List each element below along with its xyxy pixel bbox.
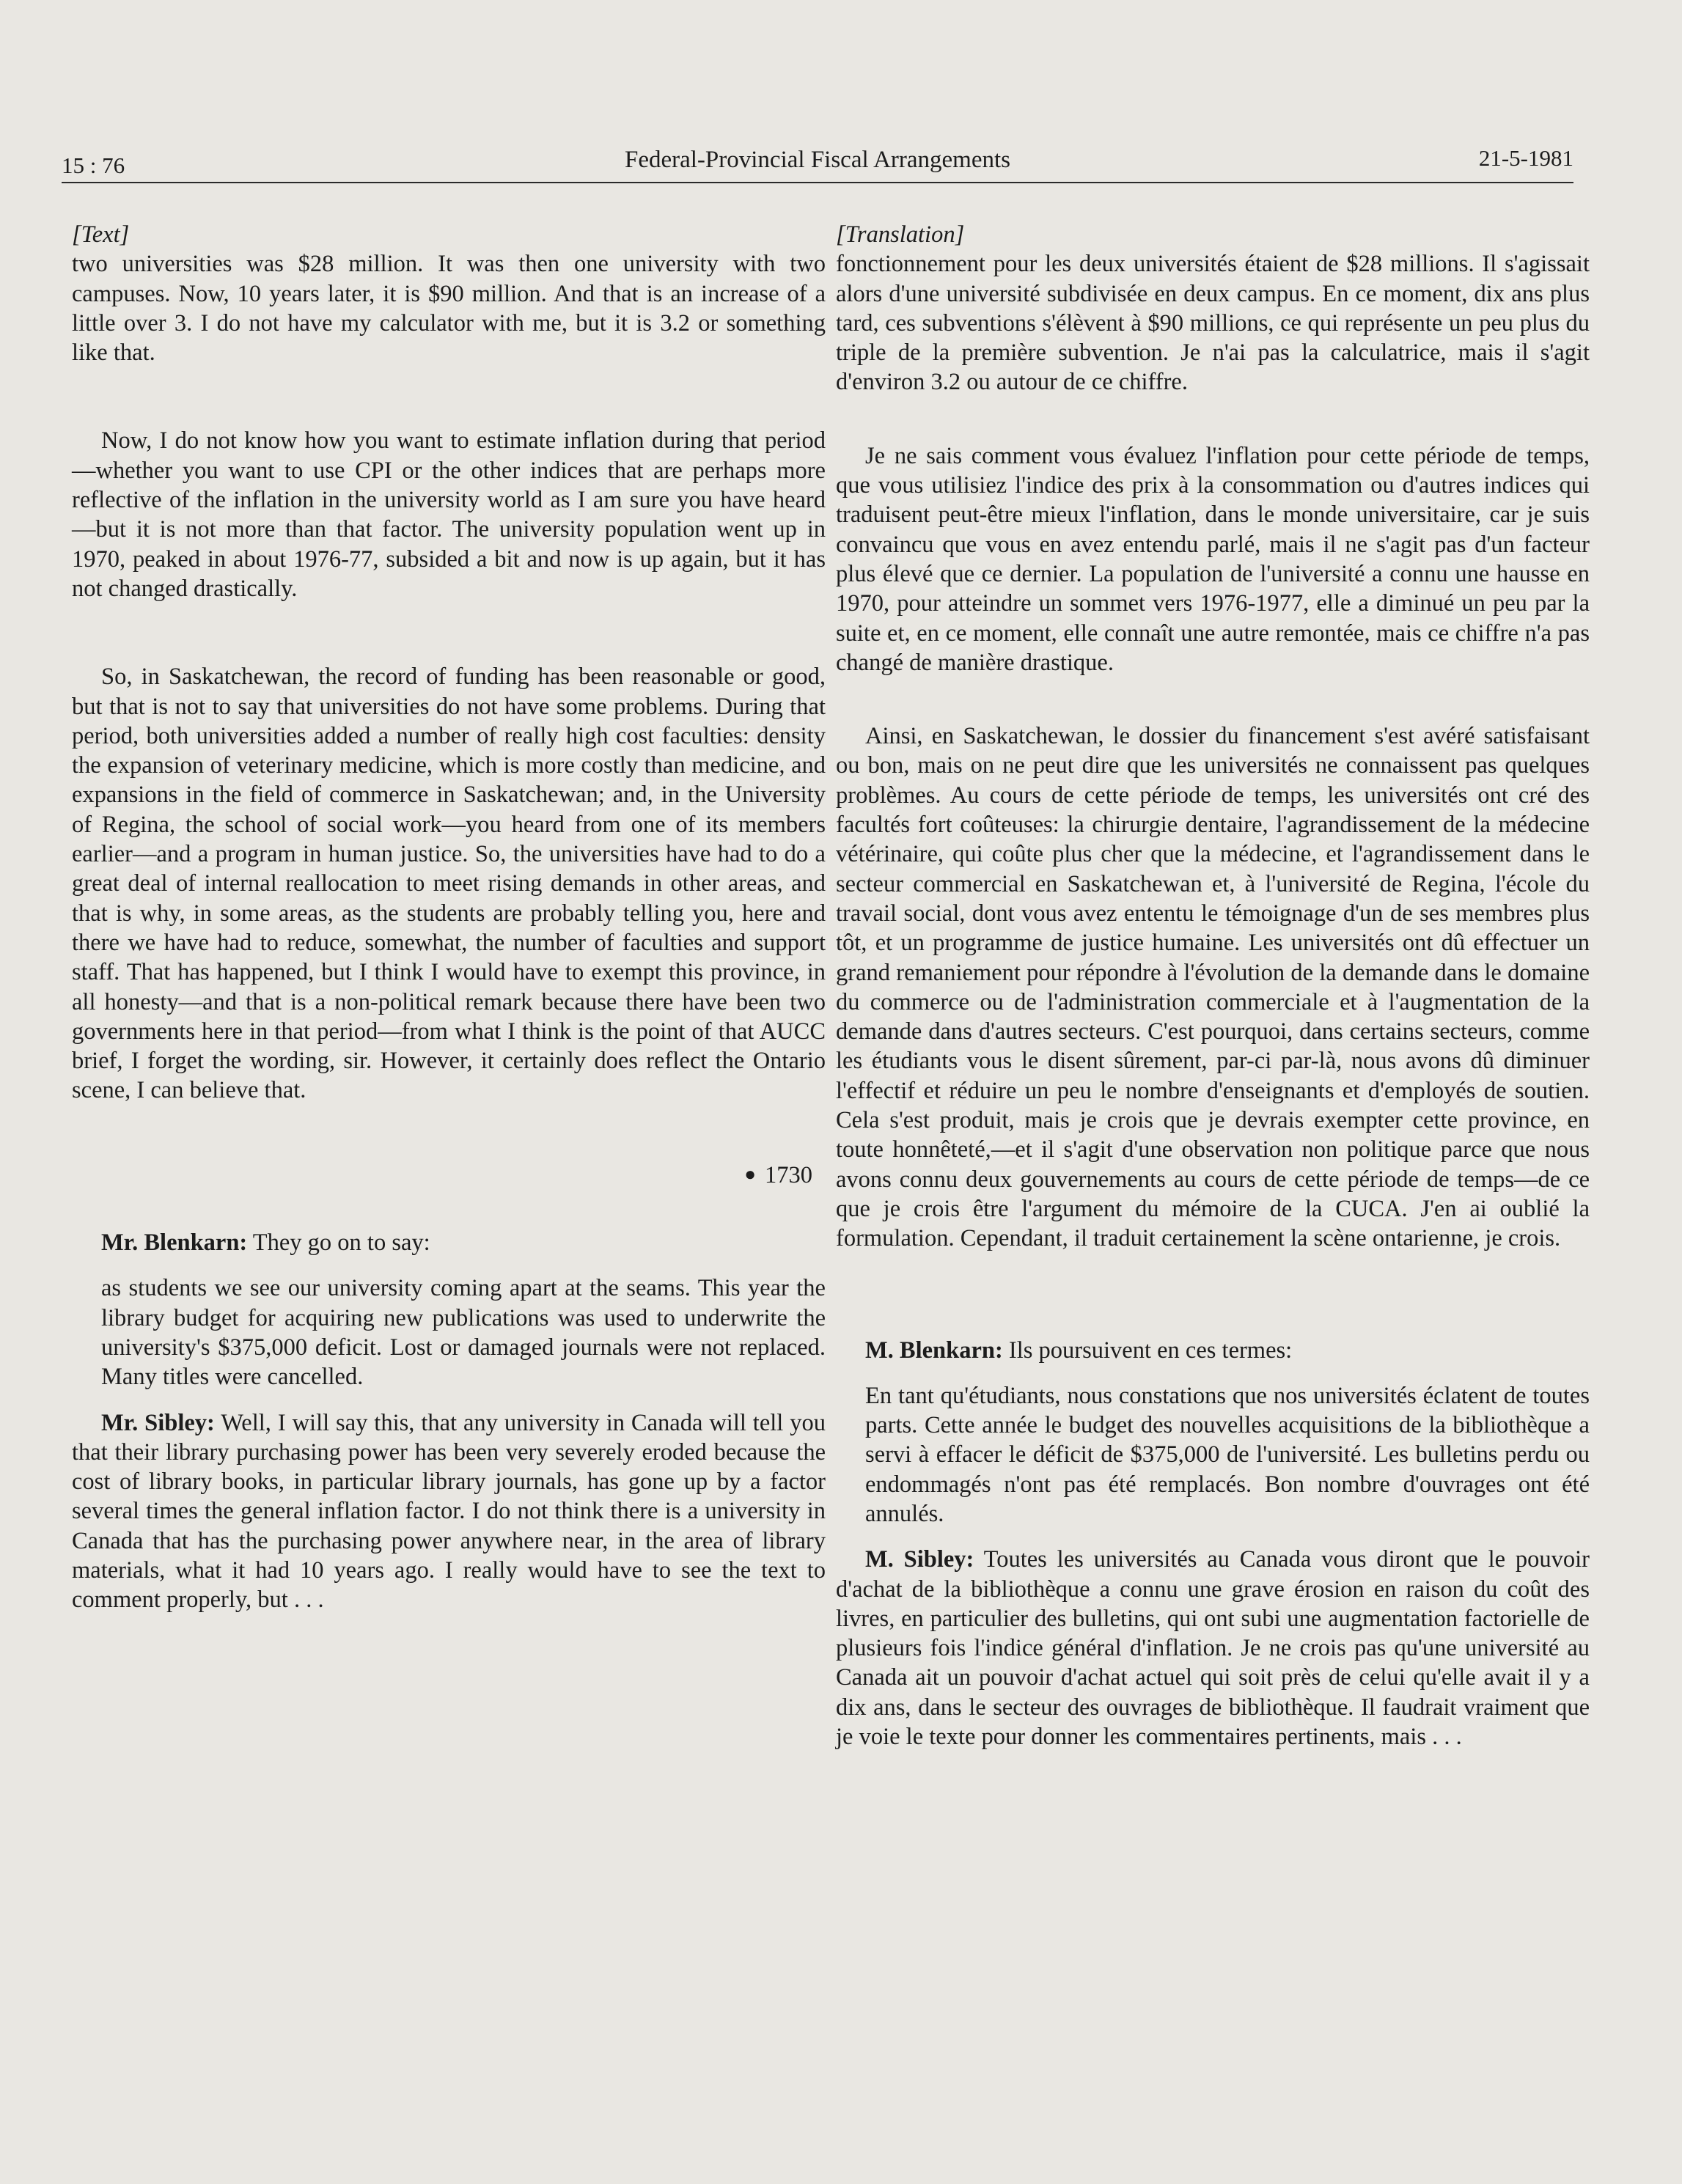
running-title: Federal-Provincial Fiscal Arrangements [624,147,1011,173]
speaker-text: Well, I will say this, that any university in Canada will tell you that their library purchasing power has been very severely eroded because the cost of library books, in particular library journals, has gone up by a factor several times the general inflation factor. I do not think there is a university in Canada that has the purchasing power anywhere near, in the area of library materials, what it had 10 years ago. I really would have to see the text to comment properly, but . . . [72,1409,826,1614]
english-column [72,220,826,1615]
french-quote: En tant qu'étudiants, nous constations que nos universités éclatent de toutes parts. Cette année le budget des nouvelles acquisitions de la bibliothèque a servi à effacer le déficit de $375,000 de l'université. Les bulletins perdu ou endommagés n'ont pas été remplacés. Bon nombre d'ouvrages ont été annulés. [865,1382,1590,1527]
speaker-name: M. Sibley: [865,1546,974,1573]
english-paragraph-1: two universities was $28 million. It was then one university with two campuses. Now, 10 years later, it is $90 million. And that is an increase of a little over 3. I do not have my calculator with me, but it is 3.2 or something like that. [72,251,826,367]
english-quote: as students we see our university coming apart at the seams. This year the library budget for acquiring new publications was used to underwrite the university's $375,000 deficit. Lost or damaged journals were not replaced. Many titles were cancelled. [101,1275,826,1391]
speaker-text: They go on to say: [252,1229,430,1257]
french-paragraph-3: Ainsi, en Saskatchewan, le dossier du financement s'est avéré satisfaisant ou bon, mais on ne peut dire que les universités ne connaissent pas quelques problèmes. Au cours de cette période de temps, les universités ont cré des facultés fort coûteuses: la chirurgie dentaire, l'agrandissement de la médecine vétérinaire, qui coûte plus cher que la médecine, et l'agrandissement dans le secteur commercial en Saskatchewan et, à l'université de Regina, l'école du travail social, dont vous avez ententu le témoignage d'un de ses membres plus tôt, et un programme de justice humaine. Les universités ont dû effectuer un grand remaniement pour répondre à l'évolution de la demande dans le domaine du commerce ou de l'administration commerciale et à l'augmentation de la demande dans d'autres secteurs. C'est pourquoi, dans certains secteurs, comme les étudiants vous le disent sûrement, par-ci par-là, nous avons dû diminuer l'effectif et réduire un peu le nombre d'enseignants et d'employés de soutien. Cela s'est produit, mais je crois que je devrais exempter cette province, en toute honnêteté,—et il s'agit d'une observation non politique parce que nous avons connu deux gouvernements au cours de cette période de temps—de ce que je crois être l'argument du mémoire de la CUCA. J'en ai oublié la formulation. Cependant, il traduit certainement la scène ontarienne, je crois. [836,723,1590,1252]
time-marker-value: 1730 [765,1161,812,1188]
speaker-text: Ils poursuivent en ces termes: [1008,1336,1293,1364]
french-blenkarn-statement [836,1336,1590,1365]
bullet-icon: ● [744,1163,756,1185]
speaker-name: Mr. Blenkarn: [101,1229,248,1257]
text-tag: [Text] [72,221,130,248]
english-sibley-statement [72,1408,826,1615]
time-marker [72,1160,826,1190]
french-sibley-statement [836,1545,1590,1751]
english-paragraph-3: So, in Saskatchewan, the record of funding has been reasonable or good, but that is not to say that universities do not have some problems. During that period, both universities added a number of really high cost faculties: density the expansion of veterinary medicine, which is more costly than medicine, and expansions in the field of commerce in Saskatchewan; and, in the University of Regina, the school of social work—you heard from one of its members earlier—and a program in human justice. So, the universities have had to do a great deal of internal reallocation to meet rising demands in other areas, and that is why, in some areas, as the students are probably telling you, here and there we have had to reduce, somewhat, the number of faculties and support staff. That has happened, but I think I would have to exempt this province, in all honesty—and that is a non-political remark because there have been two governments here in that period—from what I think is the point of that AUCC brief, I forget the wording, sir. However, it certainly does reflect the Ontario scene, I can believe that. [72,663,826,1104]
english-paragraph-2: Now, I do not know how you want to estimate inflation during that period—whether you want to use CPI or the other indices that are perhaps more reflective of the inflation in the university world as I am sure you have heard—but it is not more than that factor. The university population went up in 1970, peaked in about 1976-77, subsided a bit and now is up again, but it has not changed drastically. [72,427,826,602]
translation-tag: [Translation] [836,221,965,248]
page-header [62,144,1573,180]
french-paragraph-2: Je ne sais comment vous évaluez l'inflation pour cette période de temps, que vous utilisiez l'indice des prix à la consommation ou d'autres indices qui traduisent peut-être mieux l'inflation, dans le monde universitaire, car je suis convaincu que vous en avez entendu parlé, mais il ne s'agit pas d'un facteur plus élevé que ce dernier. La population de l'université a connu une hausse en 1970, pour atteindre un sommet vers 1976-1977, elle a diminué un peu par la suite et, en ce moment, elle connaît une autre remontée, mais ce chiffre n'a pas changé de manière drastique. [836,442,1590,676]
speaker-text: Toutes les universités au Canada vous diront que le pouvoir d'achat de la bibliothèque a connu une grave érosion en raison du coût des livres, en particulier des bulletins, qui ont subi une augmentation factorielle de plusieurs fois l'indice général d'inflation. Je ne crois pas qu'une université au Canada ait un pouvoir d'achat actuel qui soit près de celui qu'elle avait il y a dix ans, dans le secteur des ouvrages de bibliothèque. Il faudrait vraiment que je voie le texte pour donner les commentaires pertinents, mais . . . [836,1546,1590,1751]
header-rule [62,182,1573,183]
english-blenkarn-statement [72,1228,826,1257]
speaker-name: Mr. Sibley: [101,1409,215,1436]
speaker-name: M. Blenkarn: [865,1336,1003,1364]
french-paragraph-1: fonctionnement pour les deux universités étaient de $28 millions. Il s'agissait alors d'une université subdivisée en deux campus. En ce moment, dix ans plus tard, ces subventions s'élèvent à $90 millions, ce qui représente un peu plus du triple de la première subvention. Je n'ai pas la calculatrice, mais il s'agit d'environ 3.2 ou autour de ce chiffre. [836,251,1590,396]
page-number: 15 : 76 [62,152,125,178]
french-column [836,220,1590,1751]
header-date: 21-5-1981 [1478,145,1573,171]
